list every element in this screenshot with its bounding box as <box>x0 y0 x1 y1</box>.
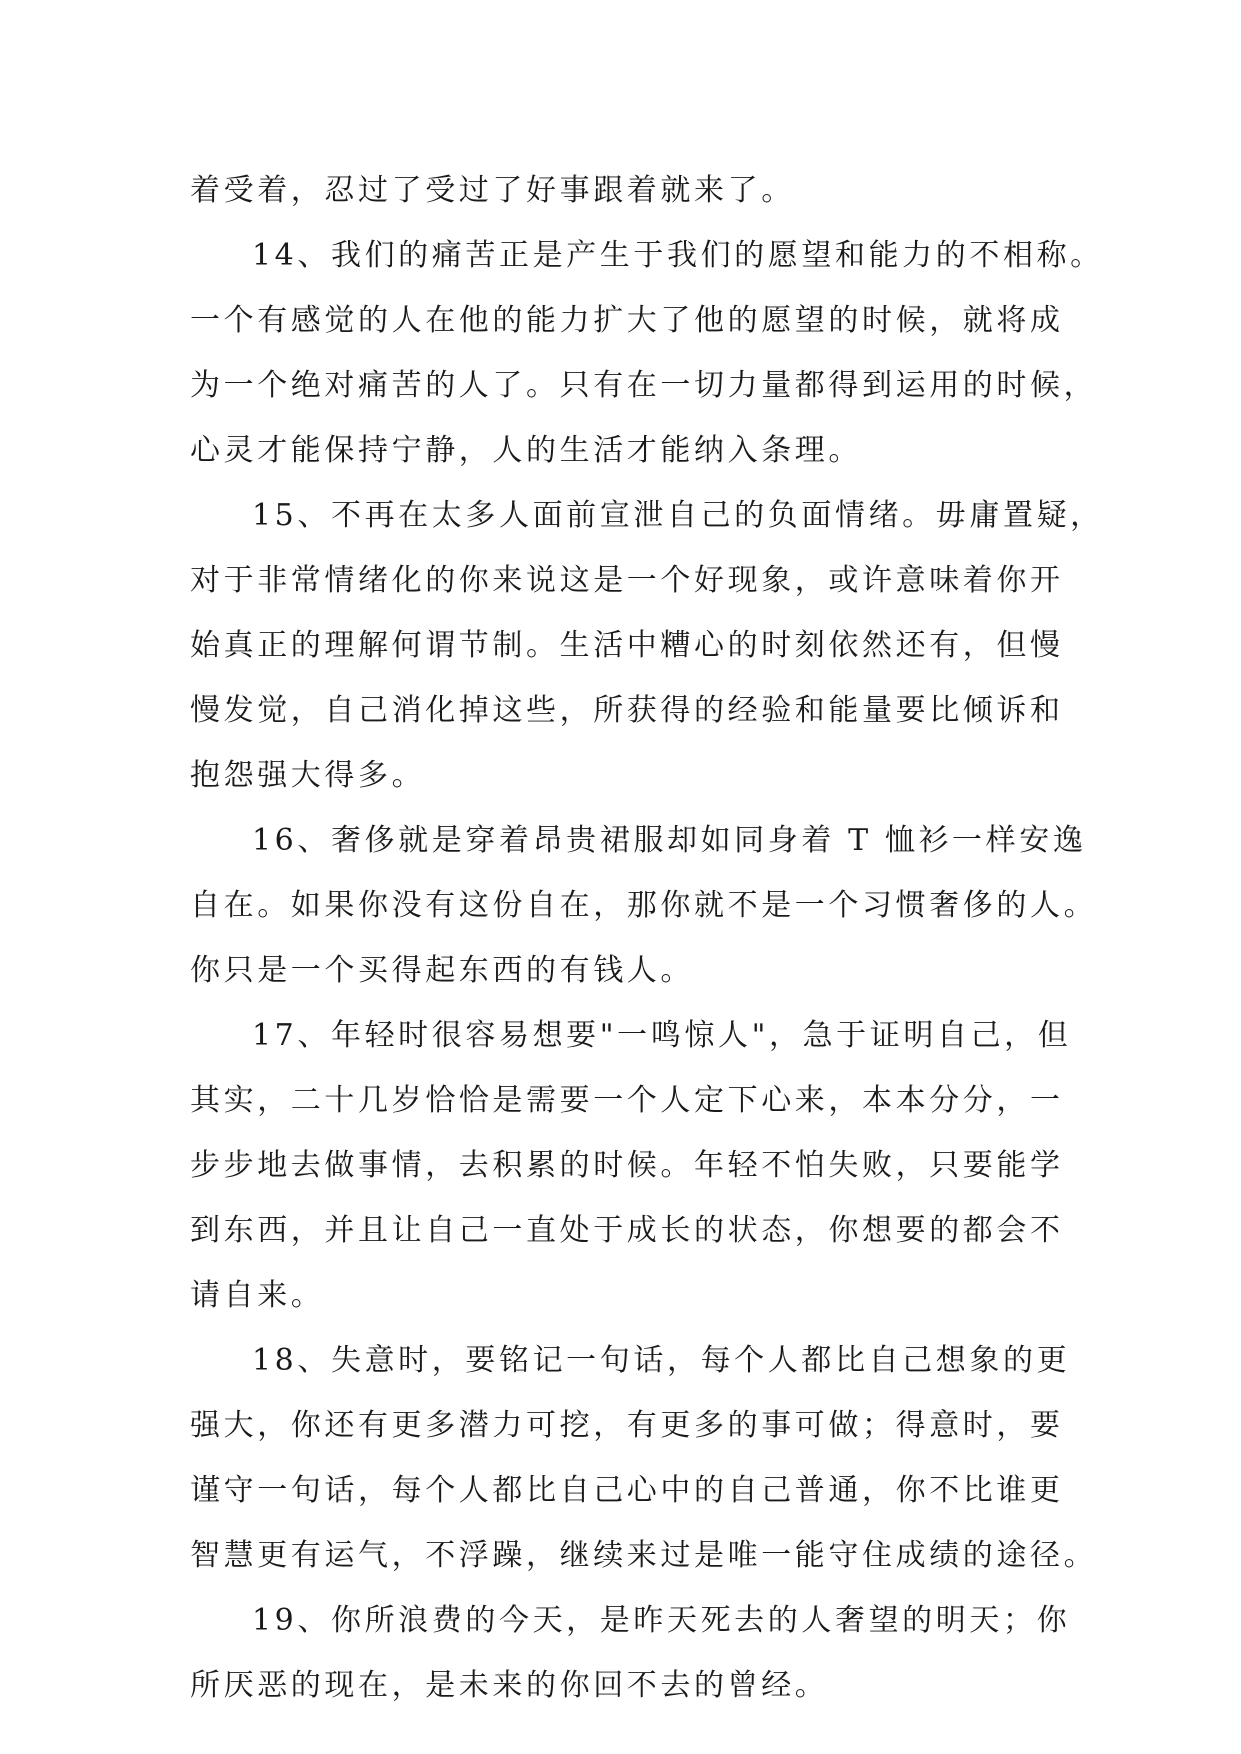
text-line: 心灵才能保持宁静，人的生活才能纳入条理。 <box>190 433 862 468</box>
paragraph-16 <box>190 808 1098 1003</box>
text-line: 慢发觉，自己消化掉这些，所获得的经验和能量要比倾诉和 <box>190 693 1064 728</box>
text-line: 着受着，忍过了受过了好事跟着就来了。 <box>190 173 795 208</box>
text-line: 到东西，并且让自己一直处于成长的状态，你想要的都会不 <box>190 1213 1064 1248</box>
text-line: 谨守一句话，每个人都比自己心中的自己普通，你不比谁更 <box>190 1473 1064 1508</box>
text-line: 你只是一个买得起东西的有钱人。 <box>190 953 694 988</box>
text-line: 抱怨强大得多。 <box>190 758 426 793</box>
text-line: 始真正的理解何谓节制。生活中糟心的时刻依然还有，但慢 <box>190 628 1064 663</box>
text-line: 一个有感觉的人在他的能力扩大了他的愿望的时候，就将成 <box>190 303 1064 338</box>
text-line: 对于非常情绪化的你来说这是一个好现象，或许意味着你开 <box>190 563 1064 598</box>
paragraph-18 <box>190 1328 1098 1588</box>
text-line: 步步地去做事情，去积累的时候。年轻不怕失败，只要能学 <box>190 1148 1064 1183</box>
paragraph-19 <box>190 1588 1070 1718</box>
paragraph-14 <box>190 223 1104 483</box>
text-line: 强大，你还有更多潜力可挖，有更多的事可做；得意时，要 <box>190 1408 1064 1443</box>
paragraph-continuation <box>190 158 1070 223</box>
text-line: 19、你所浪费的今天，是昨天死去的人奢望的明天；你 <box>252 1603 1071 1638</box>
text-line: 18、失意时，要铭记一句话，每个人都比自己想象的更 <box>252 1343 1071 1378</box>
document-body <box>190 158 1104 1718</box>
text-line: 14、我们的痛苦正是产生于我们的愿望和能力的不相称。 <box>252 238 1104 273</box>
paragraph-17 <box>190 1003 1070 1328</box>
text-line: 为一个绝对痛苦的人了。只有在一切力量都得到运用的时候， <box>190 368 1098 403</box>
text-line: 自在。如果你没有这份自在，那你就不是一个习惯奢侈的人。 <box>190 888 1098 923</box>
text-line: 15、不再在太多人面前宣泄自己的负面情绪。毋庸置疑， <box>252 498 1104 533</box>
text-line: 所厌恶的现在，是未来的你回不去的曾经。 <box>190 1668 829 1703</box>
text-line: 其实，二十几岁恰恰是需要一个人定下心来，本本分分，一 <box>190 1083 1064 1118</box>
paragraph-15 <box>190 483 1104 808</box>
text-line: 16、奢侈就是穿着昂贵裙服却如同身着 T 恤衫一样安逸 <box>252 823 1087 858</box>
text-line: 请自来。 <box>190 1278 325 1313</box>
text-line: 17、年轻时很容易想要"一鸣惊人"，急于证明自己，但 <box>252 1018 1072 1053</box>
text-line: 智慧更有运气，不浮躁，继续来过是唯一能守住成绩的途径。 <box>190 1538 1098 1573</box>
